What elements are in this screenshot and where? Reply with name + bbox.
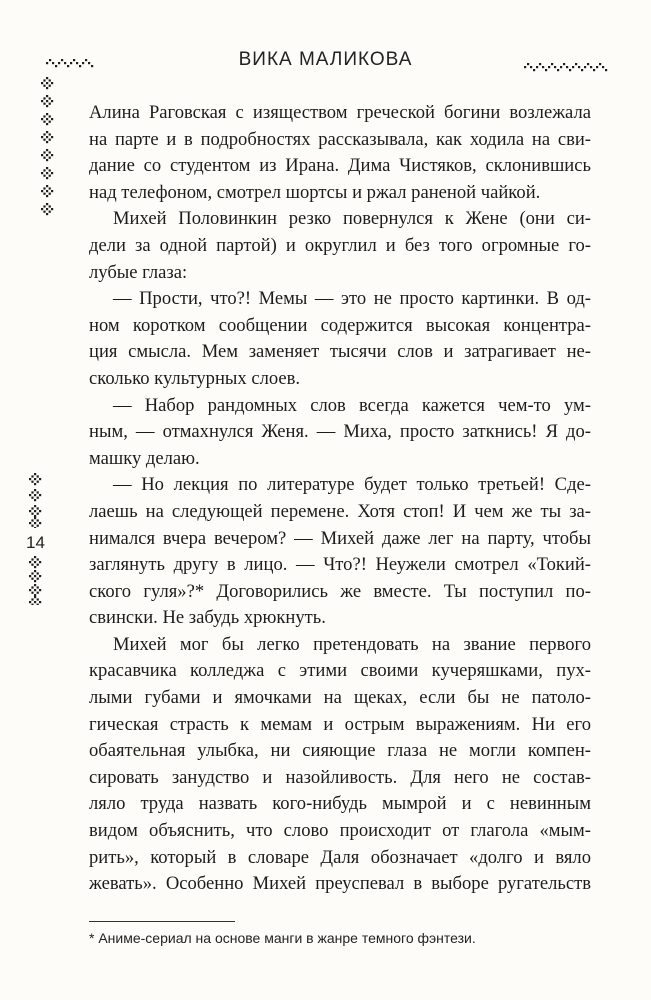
text-line: лаешь на следующей перемене. Хотя стоп! И чем же ты за- — [89, 500, 591, 522]
text-line: Михей мог бы легко претендовать на звание первого — [113, 633, 591, 655]
text-line: Алина Раговская с изяществом греческой богини возлежала — [89, 102, 591, 123]
text-line: Михей Половинкин резко повернулся к Жене (они си- — [113, 208, 591, 230]
text-line: свински. Не забудь хрюкнуть. — [89, 607, 326, 629]
footnote: * Аниме-сериал на основе манги в жанре темного фэнтези. — [89, 930, 476, 946]
text-line: — Набор рандомных слов всегда кажется чем-то ум- — [113, 394, 591, 416]
text-line: ным, — отмахнулся Женя. — Миха, просто заткнись! Я до- — [89, 421, 591, 443]
text-line: дание со студентом из Ирана. Дима Чистяков, склонившись — [89, 155, 591, 177]
text-line: ляло труда назвать кого-нибудь мымрой и с невинным — [89, 793, 591, 815]
text-line: лубые глаза: — [89, 261, 188, 283]
text-line: жевать». Особенно Михей преуспевал в выборе ругательств — [89, 873, 591, 895]
text-line: обаятельная улыбка, ни сияющие глаза не могли компен- — [89, 740, 591, 762]
page-number: 14 — [26, 533, 45, 552]
text-line: заглянуть другу в лицо. — Что?! Неужели смотрел «Токий- — [89, 554, 591, 576]
corner-ornament-top-left — [36, 52, 96, 232]
text-line: над телефоном, смотрел шортсы и ржал раненой чайкой. — [89, 181, 541, 203]
text-line: лыми губами и ямочками на щеках, если бы не патоло- — [89, 687, 591, 709]
text-line: рить», который в словаре Даля обозначает «долго и вяло — [89, 846, 591, 868]
text-line: сколько культурных слоев. — [89, 367, 301, 389]
text-line: красавчика колледжа с этими своими кучеряшками, пух- — [89, 660, 591, 682]
text-line: нимался вчера вечером? — Михей даже лег на парту, чтобы — [89, 527, 591, 549]
text-line: дели за одной партой) и округлил и без того огромные го- — [89, 234, 591, 256]
running-head-author: ВИКА МАЛИКОВА — [238, 49, 413, 70]
text-line: гическая страсть к мемам и острым выражениям. Ни его — [89, 713, 591, 735]
footnote-divider — [89, 921, 235, 922]
text-line: — Прости, что?! Мемы — это не просто картинки. В од- — [113, 288, 591, 310]
margin-ornament-lower — [18, 553, 58, 605]
margin-ornament-upper — [18, 470, 58, 528]
text-line: сировать занудство и назойливость. Для него не состав- — [89, 766, 591, 788]
text-line: ского гуля»?* Договорились же вместе. Ты поступил по- — [89, 580, 591, 602]
text-line: ном коротком сообщении содержится высокая концентра- — [89, 314, 591, 336]
main-text-block — [89, 100, 591, 898]
text-line: видом объяснить, что слово происходит от глагола «мым- — [89, 820, 591, 842]
text-line: машку делаю. — [89, 447, 200, 469]
text-line: на парте и в подробностях рассказывала, как ходила на сви- — [89, 128, 591, 150]
text-line: ция смысла. Мем заменяет тысячи слов и затрагивает не- — [89, 341, 591, 363]
text-line: — Но лекция по литературе будет только третьей! Сде- — [113, 474, 591, 496]
